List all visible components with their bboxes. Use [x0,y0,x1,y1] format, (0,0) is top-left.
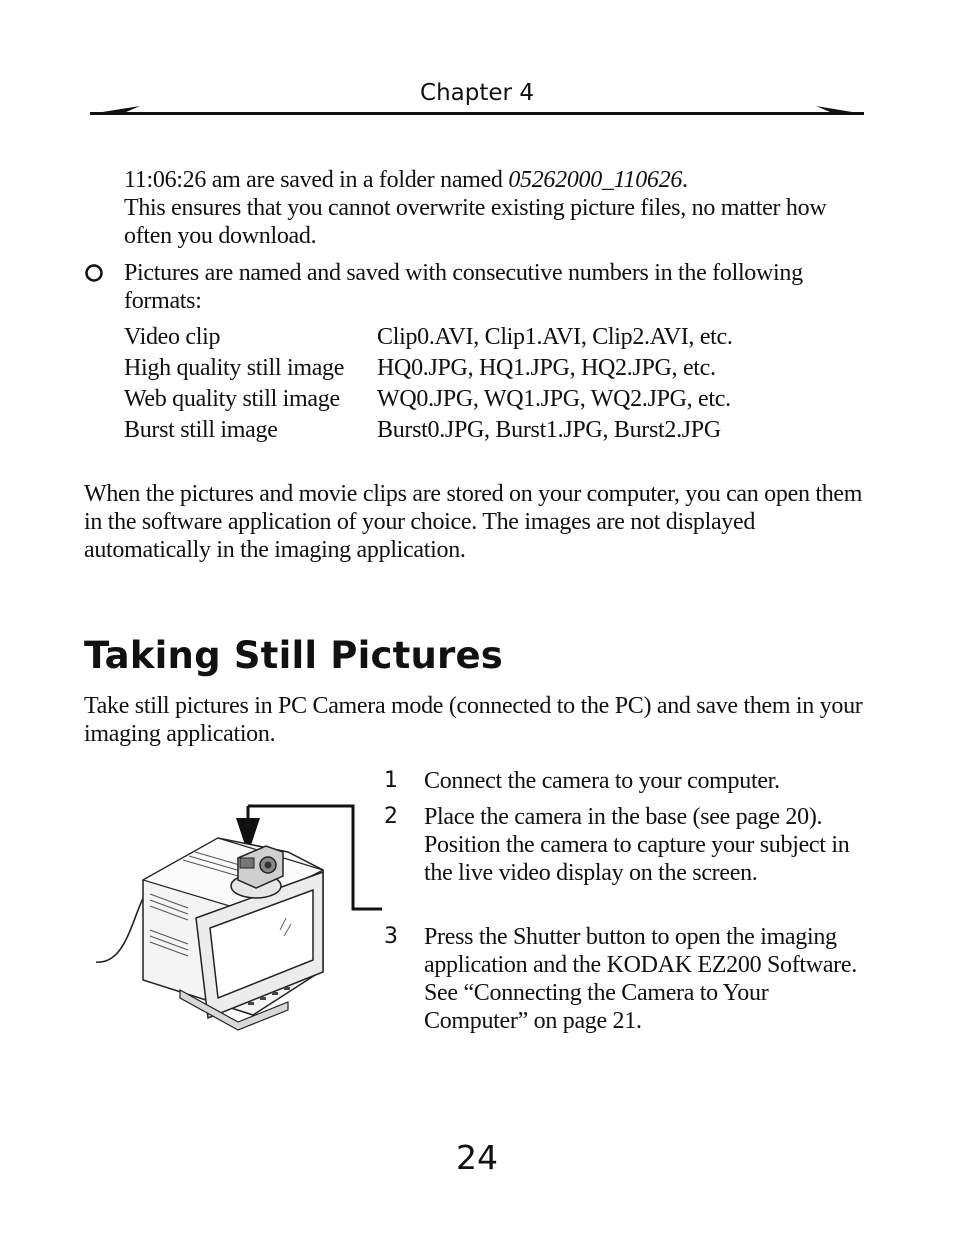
folder-name: 05262000_110626 [508,167,683,193]
intro-line-prefix: 11:06:26 am are saved in a folder named [124,167,509,193]
format-names: Burst0.JPG, Burst1.JPG, Burst2.JPG [377,417,721,443]
bullet-circle-icon [84,263,104,283]
step-number: 2 [384,804,398,829]
camera-lens-center [265,862,272,869]
format-names: WQ0.JPG, WQ1.JPG, WQ2.JPG, etc. [377,386,731,412]
intro-rest: This ensures that you cannot overwrite existing picture files, no matter how often you download. [124,195,827,249]
header-rule [88,100,868,120]
format-type: High quality still image [124,355,345,381]
format-names: Clip0.AVI, Clip1.AVI, Clip2.AVI, etc. [377,324,733,350]
step-number: 3 [384,924,398,949]
body-paragraph: When the pictures and movie clips are stored on your computer, you can open them in the software application of your choice. The images are not displayed automatically in the imaging application. [84,481,863,563]
step-text: Press the Shutter button to open the imaging application and the KODAK EZ200 Software. See “Connecting the Camera to Your Computer” on page 21. [424,924,857,1034]
section-intro: Take still pictures in PC Camera mode (connected to the PC) and save them in your imaging application. [84,693,863,747]
chapter-title: Chapter 4 [420,80,534,106]
camera-flash [240,858,254,868]
header-rule-line [90,112,864,115]
format-type: Web quality still image [124,386,340,412]
format-type: Burst still image [124,417,278,443]
step-text: Place the camera in the base (see page 20). Position the camera to capture your subject in the live video display on the screen. [424,804,850,886]
section-heading: Taking Still Pictures [84,634,504,677]
format-names: HQ0.JPG, HQ1.JPG, HQ2.JPG, etc. [377,355,716,381]
page-number: 24 [456,1138,498,1177]
intro-line-suffix: . [682,167,688,193]
bullet-text: Pictures are named and saved with consecutive numbers in the following formats: [124,260,803,314]
step-text: Connect the camera to your computer. [424,768,780,794]
format-type: Video clip [124,324,221,350]
camera-on-monitor-illustration [88,790,388,1035]
intro-paragraph [124,166,864,250]
step-number: 1 [384,768,398,793]
